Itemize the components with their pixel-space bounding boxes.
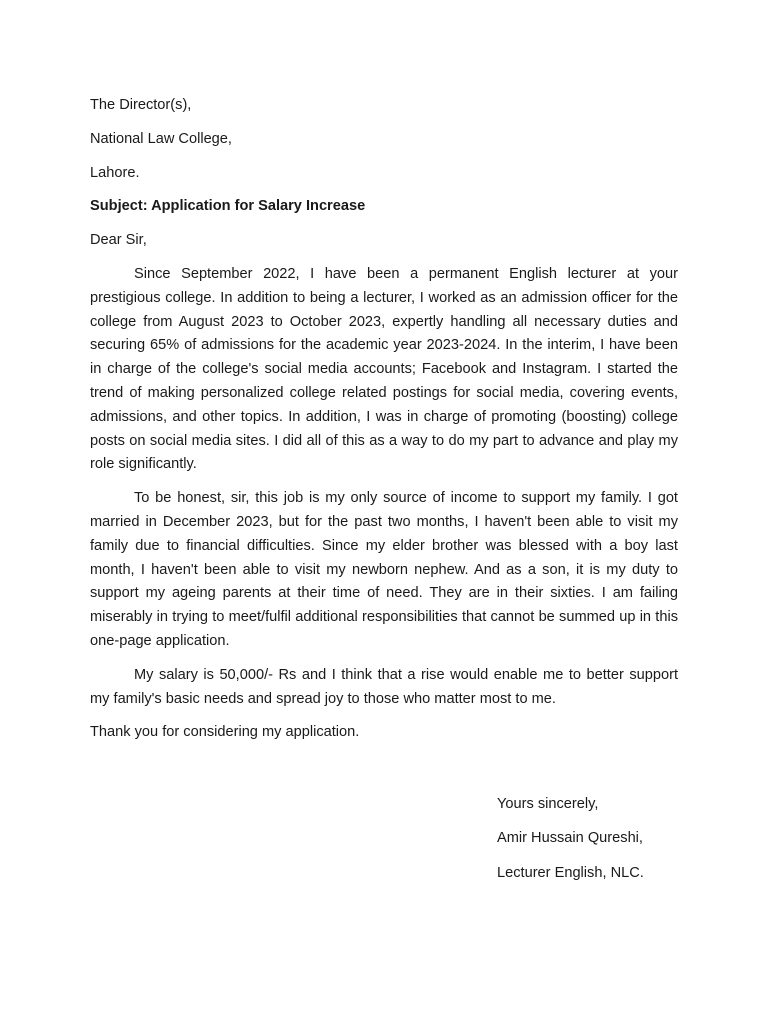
signatory-designation: Lecturer English, NLC. — [497, 864, 644, 881]
thanks-line: Thank you for considering my application. — [90, 724, 360, 741]
signatory-name: Amir Hussain Qureshi, — [497, 830, 643, 847]
signature-block — [497, 793, 747, 896]
recipient-line: The Director(s), — [90, 97, 192, 113]
valediction: Yours sincerely, — [497, 796, 599, 812]
paragraph-family: To be honest, sir, this job is my only source of income to support my family. I got married in December 2023, but for the past two months, I haven't been able to visit my family due to financial difficulties. Since my elder brother was blessed with a boy last month, I haven't been able to visit my newborn nephew. And as a son, it is my duty to support my ageing parents at their time of need. They are in their sixties. I am failing miserably in trying to meet/fulfil additional responsibilities that cannot be summed up in this one-page application. — [90, 490, 678, 649]
paragraph-experience: Since September 2022, I have been a permanent English lecturer at your prestigious college. In addition to being a lecturer, I worked as an admission officer for the college from August 2023 to October 2023, expertly handling all necessary duties and securing 65% of admissions for the academic year 2023-2024. In the interim, I have been in charge of the college's social media accounts; Facebook and Instagram. I started the trend of making personalized college related postings for social media, covering events, admissions, and other topics. In addition, I was in charge of promoting (boosting) college posts on social media sites. I did all of this as a way to do my part to advance and play my role significantly. — [90, 265, 678, 473]
salutation: Dear Sir, — [90, 232, 147, 249]
city-line: Lahore. — [90, 164, 140, 181]
letter-body — [90, 94, 678, 755]
subject-line: Subject: Application for Salary Increase — [90, 198, 366, 215]
paragraph-salary: My salary is 50,000/- Rs and I think that a rise would enable me to better support my family's basic needs and spread joy to those who matter most to me. — [90, 666, 678, 707]
institution-line: National Law College, — [90, 130, 232, 147]
